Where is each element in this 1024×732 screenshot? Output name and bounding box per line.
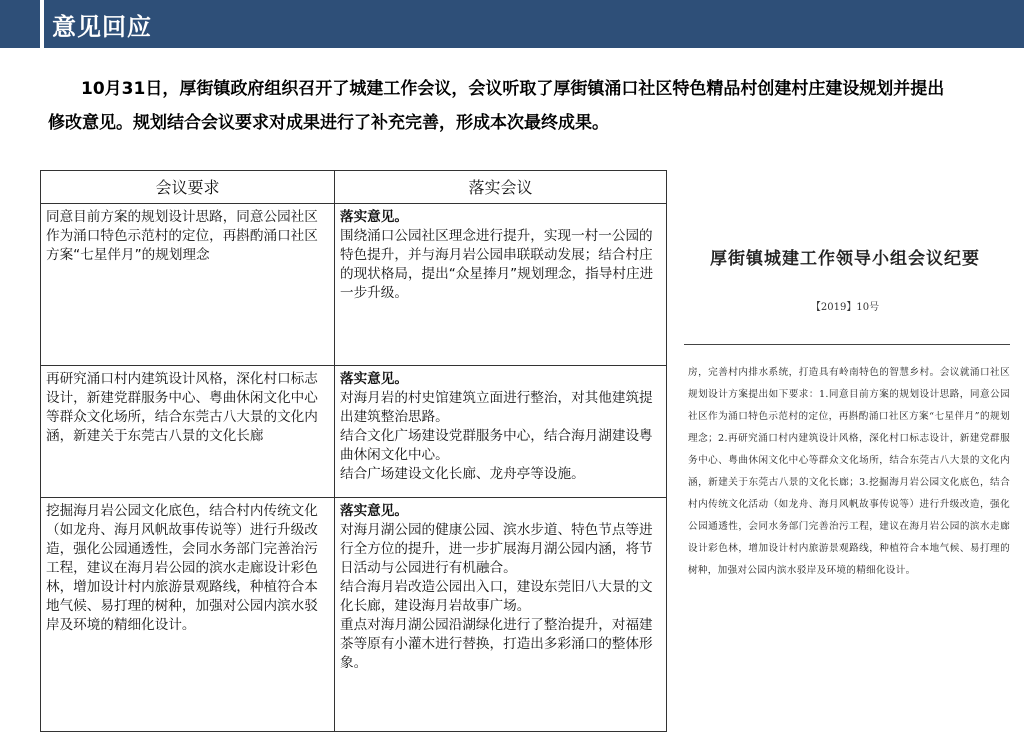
header-accent-line: [40, 0, 44, 48]
feedback-line: 结合文化广场建设党群服务中心，结合海月湖建设粤曲休闲文化中心。: [340, 428, 653, 463]
table-header-row: [41, 171, 667, 204]
requirements-table: [40, 170, 667, 732]
page-title: 意见回应: [52, 13, 152, 41]
minutes-body: 房，完善村内排水系统，打造具有岭南特色的智慧乡村。会议就涌口社区规划设计方案提出如下要求：1.同意目前方案的规划设计思路，同意公园社区作为涌口特色示范村的定位，再斟酌涌口社区方案“七星伴月”的规划理念；2.再研究涌口村内建筑设计风格，深化村口标志设计，新建党群服务中心、粤曲休闲文化中心等群众文化场所，结合东莞古八大景的文化内涵，新建关于东莞古八景的文化长廊；3.挖掘海月岩公园文化底色，结合村内传统文化活动（如龙舟、海月风帆故事传说等）进行升级改造，强化公园通透性，会同水务部门完善治污工程，建议在海月岩公园的滨水走廊设计彩色林，增加设计村内旅游景观路线，种植符合本地气候、易打理的树种，加强对公园内滨水驳岸及环境的精细化设计。: [688, 367, 1010, 576]
feedback-cell: [335, 366, 667, 498]
feedback-line: 对海月岩的村史馆建筑立面进行整治，对其他建筑提出建筑整治思路。: [340, 390, 653, 425]
header-implementation: 落实会议: [335, 171, 667, 204]
feedback-line: 结合海月岩改造公园出入口，建设东莞旧八大景的文化长廊，建设海月岩故事广场。: [340, 579, 653, 614]
table-row: [41, 204, 667, 366]
feedback-line: 结合广场建设文化长廊、龙舟亭等设施。: [340, 466, 585, 482]
meeting-minutes-scan: [676, 214, 1014, 644]
feedback-title: 落实意见。: [340, 503, 408, 519]
feedback-line: 围绕涌口公园社区理念进行提升，实现一村一公园的特色提升，并与海月岩公园串联联动发展；结合村庄的现状格局，提出“众星捧月”规划理念，指导村庄进一步升级。: [340, 228, 654, 301]
requirement-cell: 再研究涌口村内建筑设计风格，深化村口标志设计，新建党群服务中心、粤曲休闲文化中心等群众文化场所，结合东莞古八大景的文化内涵，新建关于东莞古八景的文化长廊: [41, 366, 335, 498]
feedback-cell: [335, 498, 667, 732]
header-bar: [0, 0, 1024, 48]
table-row: [41, 366, 667, 498]
requirement-cell: 同意目前方案的规划设计思路，同意公园社区作为涌口特色示范村的定位，再斟酌涌口社区方案“七星伴月”的规划理念: [41, 204, 335, 366]
minutes-number: 【2019】10号: [810, 302, 880, 313]
header-requirement: 会议要求: [41, 171, 335, 204]
feedback-line: 对海月湖公园的健康公园、滨水步道、特色节点等进行全方位的提升，进一步扩展海月湖公园内涵，将节日活动与公园进行有机融合。: [340, 522, 653, 576]
feedback-title: 落实意见。: [340, 371, 408, 387]
intro-paragraph: 10月31日，厚街镇政府组织召开了城建工作会议，会议听取了厚街镇涌口社区特色精品村创建村庄建设规划并提出修改意见。规划结合会议要求对成果进行了补充完善，形成本次最终成果。: [48, 79, 945, 133]
feedback-cell: [335, 204, 667, 366]
minutes-divider: [684, 344, 1010, 345]
feedback-title: 落实意见。: [340, 209, 408, 225]
feedback-line: 重点对海月湖公园沿湖绿化进行了整治提升，对福建茶等原有小灌木进行替换，打造出多彩涌口的整体形象。: [340, 617, 653, 671]
table-row: [41, 498, 667, 732]
minutes-title: 厚街镇城建工作领导小组会议纪要: [710, 249, 980, 269]
requirement-cell: 挖掘海月岩公园文化底色，结合村内传统文化（如龙舟、海月风帆故事传说等）进行升级改造，强化公园通透性，会同水务部门完善治污工程，建议在海月岩公园的滨水走廊设计彩色林，增加设计村内旅游景观路线，种植符合本地气候、易打理的树种，加强对公园内滨水驳岸及环境的精细化设计。: [41, 498, 335, 732]
